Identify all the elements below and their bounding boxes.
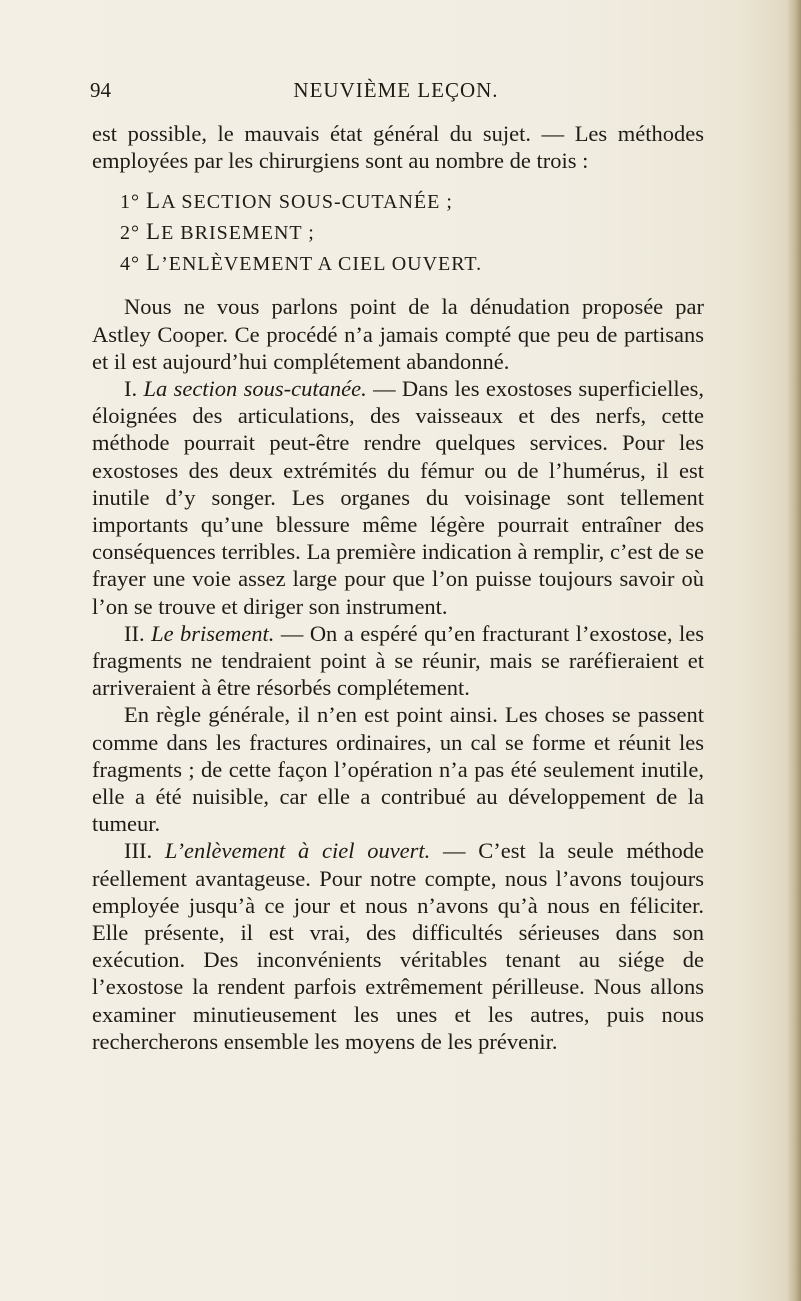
enlevement-text: — C’est la seule méthode réellement avantageuse. Pour notre compte, nous l’avons toujours employée jusqu’à ce jour et nous n’avons qu’à nous en féliciter. Elle présente, il est vrai, des difficultés sérieuses dans son exécution. Des inconvénients véritables tenant au siége de l’exostose la rendent parfois extrêmement périlleuse. Nous allons examiner minutieusement les unes et les autres, puis nous rechercherons ensemble les moyens de les prévenir.: [92, 838, 704, 1054]
section-paragraph: [92, 375, 704, 620]
method-label: E BRISEMENT ;: [161, 222, 315, 245]
page-header: [90, 78, 702, 108]
method-number: 1°: [120, 191, 140, 214]
method-initial: L: [146, 219, 162, 245]
method-label: ’ENLÈVEMENT A CIEL OUVERT.: [161, 253, 483, 276]
enlevement-title: L’enlèvement à ciel ouvert.: [164, 838, 431, 864]
section-title: La section sous-cutanée.: [143, 376, 367, 402]
enlevement-paragraph: [92, 837, 704, 1055]
section-text: — Dans les exostoses superficielles, éloignées des articulations, des vaisseaux et des nerfs, cette méthode pourrait peut-être rendre quelques services. Pour les exostoses des deux extrémités du fémur ou de l’humérus, il est inutile d’y songer. Les organes du voisinage sont tellement importants qu’une blessure même légère pourrait entraîner des conséquences terribles. La première indication à remplir, c’est de se frayer une voie assez large pour que l’on puisse toujours savoir où l’on se trouve et diriger son instrument.: [92, 376, 704, 619]
method-initial: L: [146, 250, 162, 276]
method-label: A SECTION SOUS-CUTANÉE ;: [161, 191, 453, 214]
page-number: 94: [90, 78, 111, 102]
intro-paragraph: est possible, le mauvais état général du sujet. — Les méthodes employées par les chirurgiens sont au nombre de trois :: [92, 121, 704, 174]
astley-paragraph: Nous ne vous parlons point de la dénudation proposée par Astley Cooper. Ce procédé n’a jamais compté que peu de partisans et il est aujourd’hui complétement abandonné.: [92, 294, 704, 374]
method-number: 2°: [120, 222, 140, 245]
method-item: [92, 217, 704, 248]
page-edge-shadow: [787, 0, 801, 1301]
page-body: [92, 120, 704, 1055]
running-title: NEUVIÈME LEÇON.: [293, 78, 499, 102]
section-number: I.: [124, 376, 138, 402]
brisement-number: II.: [124, 620, 145, 646]
brisement-paragraph: [92, 620, 704, 702]
method-item: [92, 186, 704, 217]
method-initial: L: [146, 188, 162, 214]
methods-list: [92, 186, 704, 279]
brisement-text: — On a espéré qu’en fracturant l’exostose, les fragments ne tendraient point à se réunir, mais se raréfieraient et arriveraient à être résorbés complétement.: [92, 620, 704, 701]
regle-paragraph: En règle générale, il n’en est point ainsi. Les choses se passent comme dans les fractures ordinaires, un cal se forme et réunit les fragments ; de cette façon l’opération n’a pas été seulement inutile, elle a été nuisible, car elle a contribué au développement de la tumeur.: [92, 702, 704, 837]
method-number: 4°: [120, 253, 140, 276]
method-item: [92, 248, 704, 279]
enlevement-number: III.: [124, 838, 153, 864]
brisement-title: Le brisement.: [151, 620, 275, 646]
